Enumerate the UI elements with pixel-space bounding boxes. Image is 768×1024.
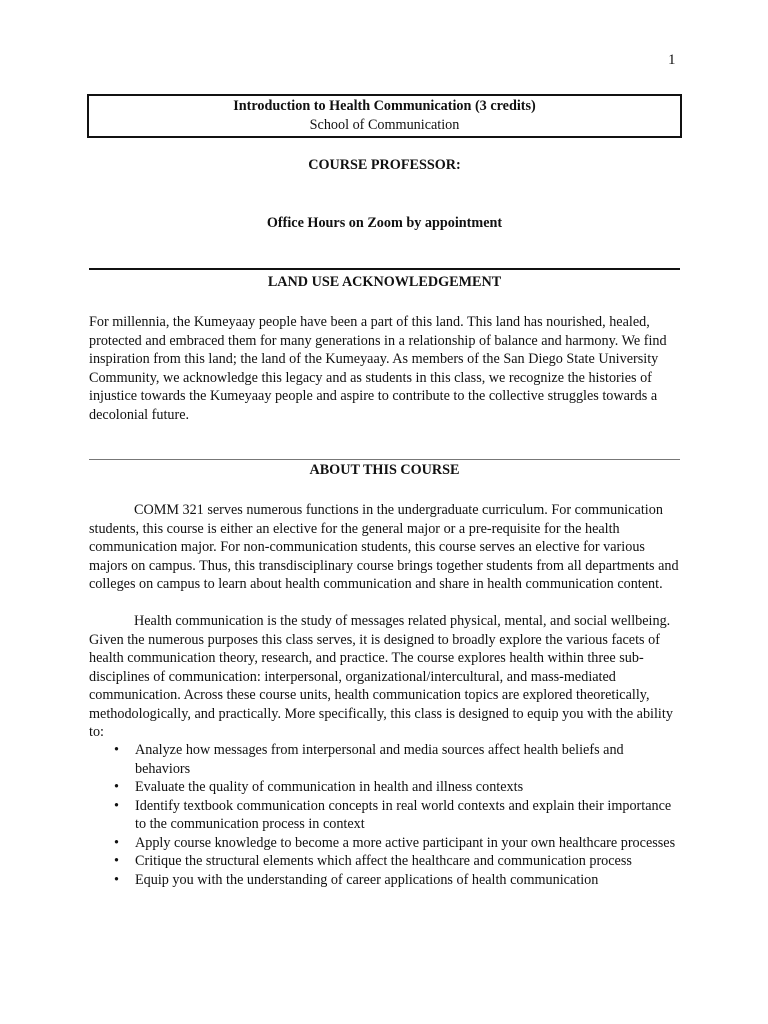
bullet-icon: • bbox=[114, 853, 119, 869]
list-item bbox=[89, 741, 680, 778]
list-item bbox=[89, 834, 680, 853]
list-item bbox=[89, 778, 680, 797]
course-title: Introduction to Health Communication (3 credits) bbox=[233, 98, 536, 114]
course-professor-heading: COURSE PROFESSOR: bbox=[308, 157, 461, 173]
school-name: School of Communication bbox=[309, 117, 460, 133]
objective-text: Equip you with the understanding of career applications of health communication bbox=[135, 871, 599, 888]
land-acknowledgement-text: For millennia, the Kumeyaay people have been a part of this land. This land has nourished, healed, protected and embraced them for many generations in a relationship of balance and harmony. We find inspiration from this land; the land of the Kumeyaay. As members of the San Diego State University Community, we acknowledge this legacy and as students in this class, we recognize the histories of injustice towards the Kumeyaay people and aspire to contribute to the collective struggles towards a decolonial future. bbox=[89, 314, 667, 423]
objective-text: Apply course knowledge to become a more active participant in your own healthcare processes bbox=[135, 834, 676, 851]
bullet-icon: • bbox=[114, 871, 119, 888]
bullet-icon: • bbox=[114, 834, 119, 851]
office-hours: Office Hours on Zoom by appointment bbox=[266, 215, 503, 231]
list-item bbox=[89, 871, 680, 890]
list-item bbox=[89, 797, 680, 834]
list-item bbox=[89, 852, 680, 871]
land-acknowledgement-heading: LAND USE ACKNOWLEDGEMENT bbox=[267, 274, 502, 290]
about-paragraph-2: Health communication is the study of messages related physical, mental, and social wellbeing. Given the numerous purposes this class serves, it is designed to broadly explore the various facets of health communication theory, research, and practice. The course explores health within three sub-disciplines of communication: interpersonal, organizational/intercultural, and mass-mediated communication. Across these course units, health communication topics are explored theoretically, methodologically, and practically. More specifically, this class is designed to equip you with the ability to: bbox=[89, 613, 673, 740]
section-divider bbox=[89, 268, 680, 270]
bullet-icon: • bbox=[114, 779, 119, 795]
learning-objectives-list bbox=[89, 741, 680, 889]
objective-text: Analyze how messages from interpersonal and media sources affect health beliefs and behaviors bbox=[135, 742, 624, 777]
objective-text: Critique the structural elements which affect the healthcare and communication process bbox=[135, 853, 632, 869]
about-paragraph-1: COMM 321 serves numerous functions in the undergraduate curriculum. For communication students, this course is either an elective for the general major or a pre-requisite for the health communication major. For non-communication students, this course serves an elective for various majors on campus. Thus, this transdisciplinary course brings together students from all departments and colleges on campus to learn about health communication and share in health communication content. bbox=[89, 502, 679, 592]
objective-text: Identify textbook communication concepts in real world contexts and explain their importance to the communication process in context bbox=[135, 797, 672, 832]
section-divider bbox=[89, 459, 680, 460]
page-number: 1 bbox=[668, 52, 676, 68]
objective-text: Evaluate the quality of communication in health and illness contexts bbox=[135, 779, 524, 795]
course-title-box bbox=[87, 94, 682, 138]
about-course-heading: ABOUT THIS COURSE bbox=[309, 462, 460, 478]
bullet-icon: • bbox=[114, 742, 119, 758]
bullet-icon: • bbox=[114, 797, 119, 814]
